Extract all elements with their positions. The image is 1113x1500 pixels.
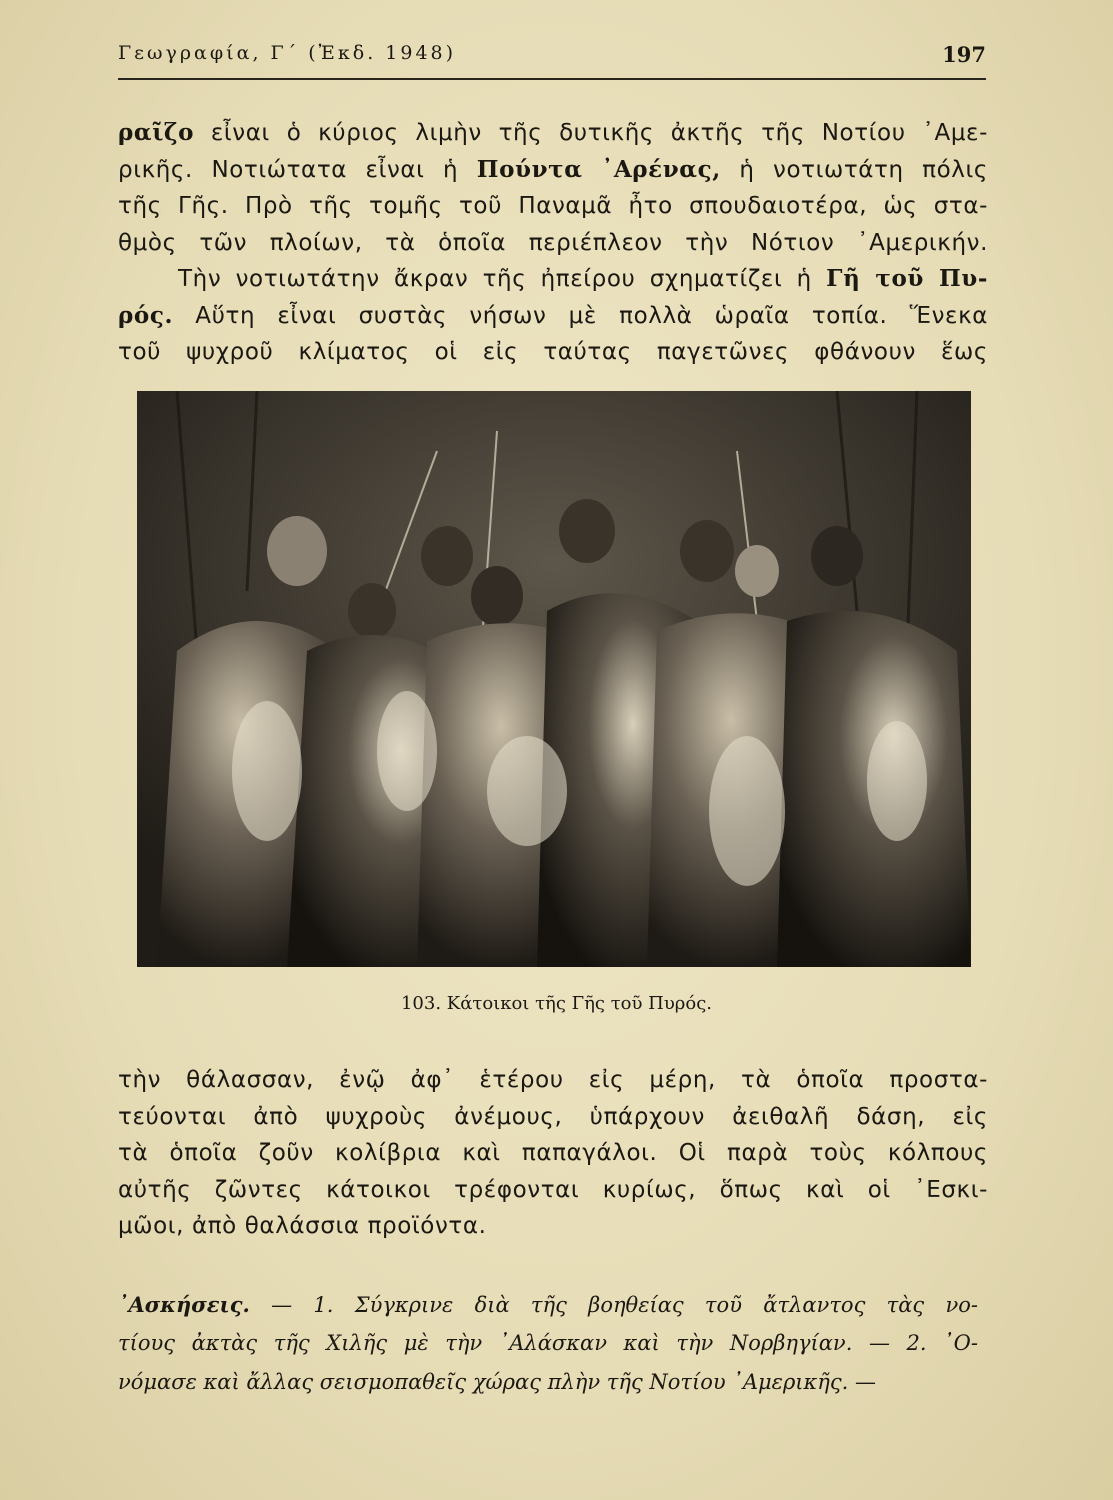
- text-line: τίους ἀκτὰς τῆς Χιλῆς μὲ τὴν ᾿Αλάσκαν καὶ τὴν Νορβηγίαν. — 2. ᾿Ο-: [118, 1331, 978, 1355]
- text-line: ᾿Ασκήσεις. — 1. Σύγκρινε διὰ τῆς βοηθείας τοῦ ἄτλαντος τὰς νο-: [118, 1292, 978, 1317]
- text-line: αὐτῆς ζῶντες κάτοικοι τρέφονται κυρίως, ὅπως καὶ οἱ ᾿Εσκι-: [118, 1176, 988, 1203]
- exercises-title: ᾿Ασκήσεις.: [118, 1292, 250, 1317]
- text-line: ρικῆς. Νοτιώτατα εἶναι ἡ Πούντα ᾿Αρένας, ἡ νοτιωτάτη πόλις: [118, 155, 988, 183]
- text-line: τὰ ὁποῖα ζοῦν κολίβρια καὶ παπαγάλοι. Οἱ παρὰ τοὺς κόλπους: [118, 1140, 988, 1167]
- exercises-section: [118, 1285, 978, 1402]
- running-title: Γεωγραφία, Γ΄ (Ἐκδ. 1948): [118, 42, 457, 64]
- photo-illustration: [137, 391, 971, 967]
- text-line: νόμασε καὶ ἄλλας σεισμοπαθεῖς χώρας πλὴν τῆς Νοτίου ᾿Αμερικῆς. —: [118, 1370, 876, 1394]
- text-line: θμὸς τῶν πλοίων, τὰ ὁποῖα περιέπλεον τὴν Νότιον ᾿Αμερικήν.: [118, 229, 988, 256]
- figure-photo: [137, 391, 971, 967]
- text-line: ραῖζο εἶναι ὁ κύριος λιμὴν τῆς δυτικῆς ἀκτῆς τῆς Νοτίου ᾿Αμε-: [118, 119, 988, 146]
- paragraph-bottom: [118, 1062, 988, 1245]
- paragraph-top: [118, 115, 988, 261]
- text-line: ρός. Αὕτη εἶναι συστὰς νήσων μὲ πολλὰ ὡραῖα τοπία. Ἕνεκα: [118, 301, 988, 329]
- text-line: μῶοι, ἀπὸ θαλάσσια προϊόντα.: [118, 1213, 487, 1240]
- paragraph-second: [118, 261, 988, 371]
- running-header: [118, 40, 986, 80]
- page-number: 197: [942, 42, 986, 67]
- figure-caption: 103. Κάτοικοι τῆς Γῆς τοῦ Πυρός.: [400, 993, 713, 1014]
- text-line: τοῦ ψυχροῦ κλίματος οἱ εἰς ταύτας παγετῶνες φθάνουν ἕως: [118, 339, 988, 366]
- text-line: τὴν θάλασσαν, ἐνῷ ἀφ᾿ ἑτέρου εἰς μέρη, τὰ ὁποῖα προστα-: [118, 1067, 988, 1093]
- text-line: τεύονται ἀπὸ ψυχροὺς ἀνέμους, ὑπάρχουν ἀειθαλῆ δάση, εἰς: [118, 1103, 988, 1130]
- text-line: Τὴν νοτιωτάτην ἄκραν τῆς ἠπείρου σχηματίζει ἡ Γῆ τοῦ Πυ-: [178, 265, 988, 292]
- text-line: τῆς Γῆς. Πρὸ τῆς τομῆς τοῦ Παναμᾶ ἦτο σπουδαιοτέρα, ὡς στα-: [118, 193, 988, 220]
